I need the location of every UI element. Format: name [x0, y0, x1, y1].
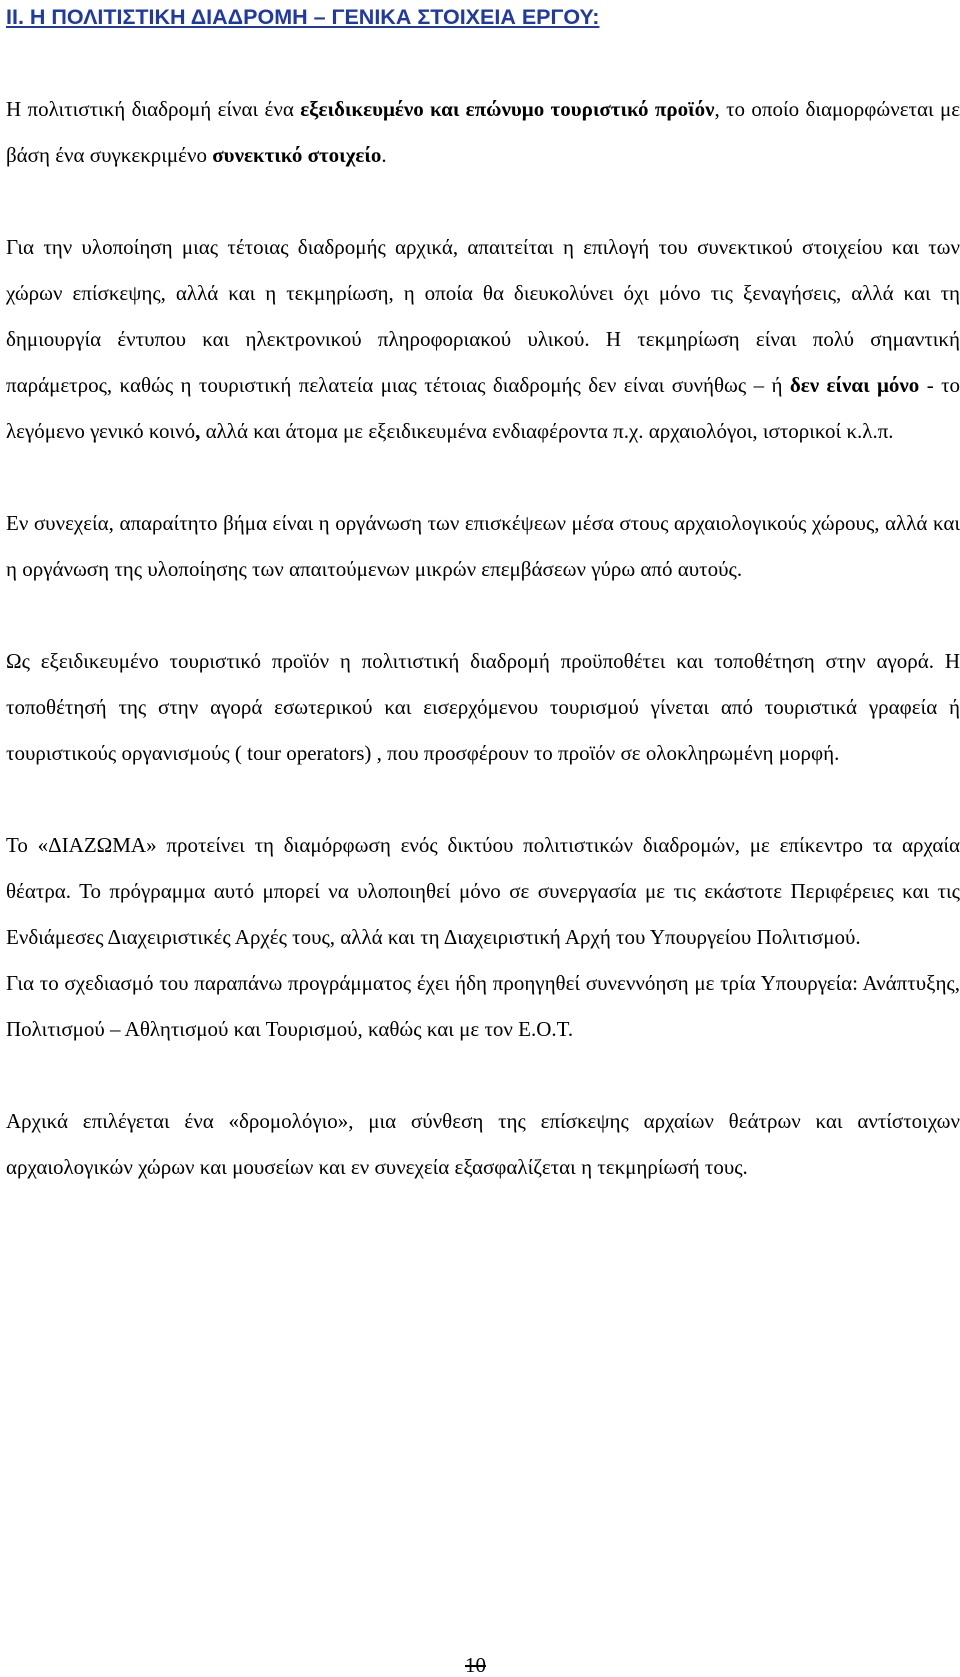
paragraph-diazoma: Το «ΔΙΑΖΩΜΑ» προτείνει τη διαμόρφωση ενός δικτύου πολιτιστικών διαδρομών, με επίκεντρο τα αρχαία θέατρα. Το πρόγραμμα αυτό μπορεί να υλοποιηθεί μόνο σε συνεργασία με τις εκάστοτε Περιφέρειες και τις Ενδιάμεσες Διαχειριστικές Αρχές τους, αλλά και τη Διαχειριστική Αρχή του Υπουργείου Πολιτισμού. — [6, 833, 960, 949]
paragraph-text: - το λεγόμενο γενικό κοινό — [6, 373, 960, 443]
bold-phrase: εξειδικευμένο και επώνυμο τουριστικό προϊόν — [300, 97, 715, 121]
paragraph-text: . — [381, 143, 387, 167]
paragraph-implementation — [6, 224, 960, 454]
bold-phrase: δεν είναι μόνο — [789, 373, 920, 397]
paragraph-itinerary: Αρχικά επιλέγεται ένα «δρομολόγιο», μια σύνθεση της επίσκεψης αρχαίων θεάτρων και αντίστοιχων αρχαιολογικών χώρων και μουσείων και εν συνεχεία εξασφαλίζεται η τεκμηρίωσή τους. — [6, 1109, 960, 1179]
paragraph-text: , το οποίο διαμορφώνεται με βάση ένα συγκεκριμένο — [6, 97, 960, 167]
section-heading: ΙΙ. Η ΠΟΛΙΤΙΣΤΙΚΗ ΔΙΑΔΡΟΜΗ – ΓΕΝΙΚΑ ΣΤΟΙΧΕΙΑ ΕΡΓΟΥ: — [6, 5, 600, 29]
document-page — [6, 0, 960, 1190]
paragraph-text: αλλά και άτομα με εξειδικευμένα ενδιαφέροντα π.χ. αρχαιολόγοι, ιστορικοί κ.λ.π. — [200, 419, 894, 443]
bold-comma: , — [195, 419, 201, 443]
paragraph-market: Ως εξειδικευμένο τουριστικό προϊόν η πολιτιστική διαδρομή προϋποθέτει και τοποθέτηση στην αγορά. Η τοποθέτησή της στην αγορά εσωτερικού και εισερχόμενου τουρισμού γίνεται από τουριστικά γραφεία ή τουριστικούς οργανισμούς ( tour operators) , που προσφέρουν το προϊόν σε ολοκληρωμένη μορφή. — [6, 649, 960, 765]
paragraph-text: Για την υλοποίηση μιας τέτοιας διαδρομής αρχικά, απαιτείται η επιλογή του συνεκτικού στοιχείου και των χώρων επίσκεψης, αλλά και η τεκμηρίωση, η οποία θα διευκολύνει όχι μόνο τις ξεναγήσεις, αλλά και τη δημιουργία έντυπου και ηλεκτρονικού πληροφοριακού υλικού. Η τεκμηρίωση είναι πολύ σημαντική παράμετρος, καθώς η τουριστική πελατεία μιας τέτοιας διαδρομής δεν είναι συνήθως – ή — [6, 235, 960, 397]
paragraph-organization: Εν συνεχεία, απαραίτητο βήμα είναι η οργάνωση των επισκέψεων μέσα στους αρχαιολογικούς χώρους, αλλά και η οργάνωση της υλοποίησης των απαιτούμενων μικρών επεμβάσεων γύρω από αυτούς. — [6, 511, 960, 581]
paragraph-ministries: Για το σχεδιασμό του παραπάνω προγράμματος έχει ήδη προηγηθεί συνεννόηση με τρία Υπουργεία: Ανάπτυξης, Πολιτισμού – Αθλητισμού και Τουρισμού, καθώς και με τον Ε.Ο.Τ. — [6, 971, 960, 1041]
page-number: 10 — [465, 1653, 486, 1677]
bold-phrase: συνεκτικό στοιχείο — [212, 143, 382, 167]
paragraph-definition — [6, 86, 960, 178]
paragraph-text: Η πολιτιστική διαδρομή είναι ένα — [6, 97, 301, 121]
